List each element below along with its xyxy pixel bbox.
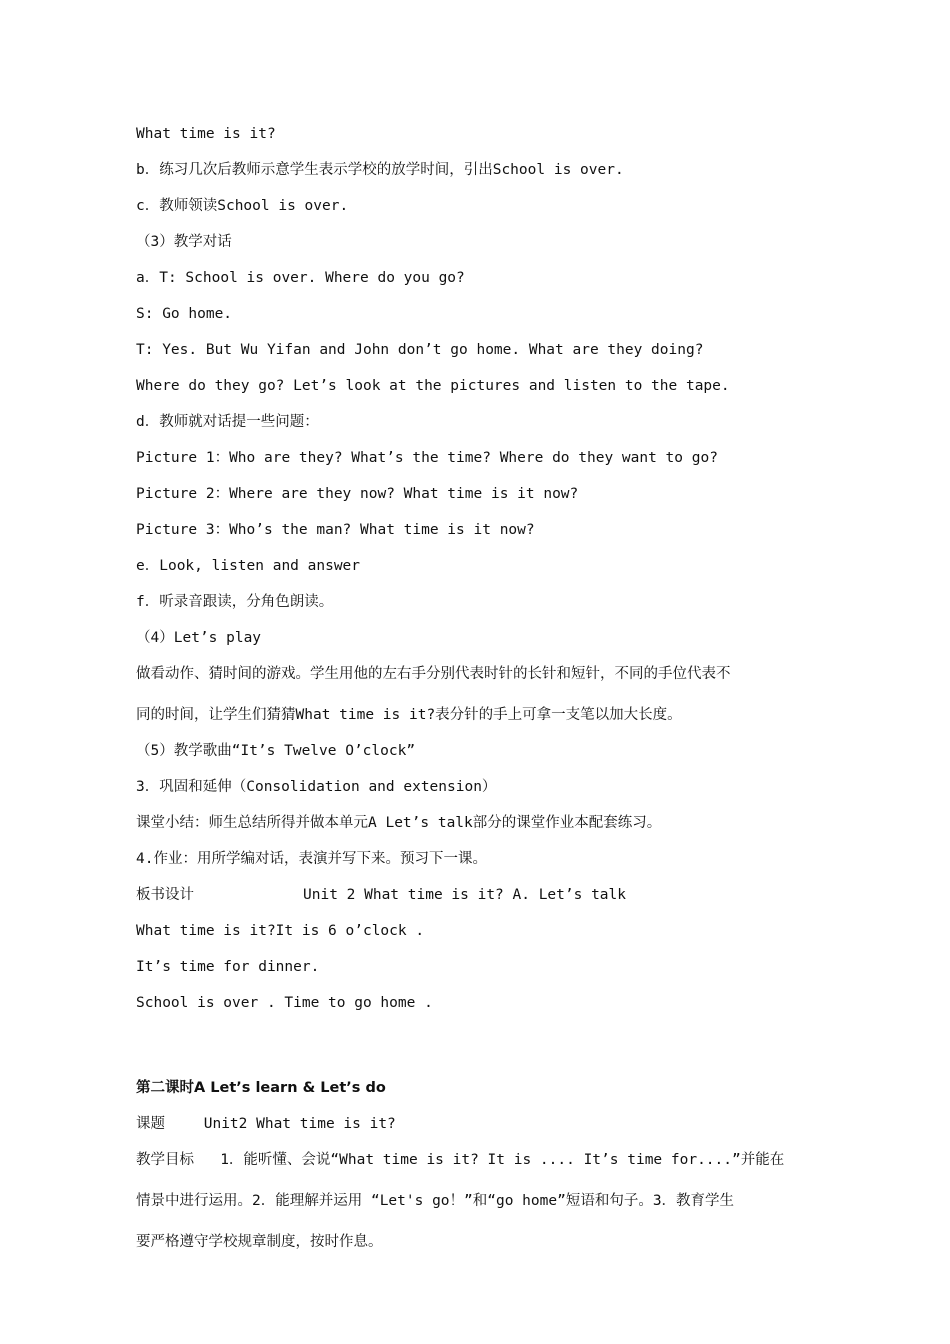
text-line: Where do they go? Let’s look at the pictures and listen to the tape. <box>136 378 730 394</box>
topic-label: 课题 <box>136 1116 165 1132</box>
play-paragraph-line: 做看动作、猜时间的游戏。学生用他的左右手分别代表时针的长针和短针，不同的手位代表不 <box>136 666 731 682</box>
goal-text: 1．能听懂、会说“What time is it? It is .... It’s time for....”并能在 <box>194 1152 785 1168</box>
board-line: It’s time for dinner. <box>136 959 320 975</box>
text-line: S: Go home. <box>136 306 233 322</box>
text-line: T: Yes. But Wu Yifan and John don’t go home. What are they doing? <box>136 342 704 358</box>
lesson-heading: 第二课时A Let’s learn & Let’s do <box>136 1080 386 1096</box>
section-heading: （3）教学对话 <box>136 234 232 250</box>
text-line: a．T: School is over. Where do you go? <box>136 270 465 286</box>
board-design-title: Unit 2 What time is it? A. Let’s talk <box>303 887 627 903</box>
text-line: 3．巩固和延伸（Consolidation and extension） <box>136 779 497 795</box>
topic-row <box>136 1114 841 1134</box>
text-line: c．教师领读School is over. <box>136 198 349 214</box>
goal-row <box>136 1150 841 1170</box>
board-line: School is over . Time to go home . <box>136 995 433 1011</box>
goal-label: 教学目标 <box>136 1152 194 1168</box>
text-line: 课堂小结：师生总结所得并做本单元A Let’s talk部分的课堂作业本配套练习。 <box>136 815 662 831</box>
text-line: 4.作业：用所学编对话，表演并写下来。预习下一课。 <box>136 851 487 867</box>
play-paragraph-line: 同的时间，让学生们猜猜What time is it?表分针的手上可拿一支笔以加大长度。 <box>136 707 682 723</box>
board-design-label: 板书设计 <box>136 887 194 903</box>
text-line: b．练习几次后教师示意学生表示学校的放学时间，引出School is over. <box>136 162 624 178</box>
text-line: Picture 1：Who are they? What’s the time? Where do they want to go? <box>136 450 718 466</box>
text-line: Picture 2：Where are they now? What time is it now? <box>136 486 579 502</box>
section-heading: （5）教学歌曲“It’s Twelve O’clock” <box>136 743 416 759</box>
goal-text-line: 要严格遵守学校规章制度，按时作息。 <box>136 1234 383 1250</box>
text-line: e．Look, listen and answer <box>136 558 361 574</box>
text-line: f．听录音跟读，分角色朗读。 <box>136 594 334 610</box>
topic-value: Unit2 What time is it? <box>203 1116 396 1132</box>
board-line: What time is it?It is 6 o’clock . <box>136 923 425 939</box>
text-line: d．教师就对话提一些问题： <box>136 414 319 430</box>
board-design-row <box>136 885 841 905</box>
text-line: What time is it? <box>136 126 276 142</box>
section-heading: （4）Let’s play <box>136 630 262 646</box>
goal-text-line: 情景中进行运用。2．能理解并运用 “Let's go！”和“go home”短语和句子。3．教育学生 <box>136 1193 735 1209</box>
text-line: Picture 3：Who’s the man? What time is it now? <box>136 522 535 538</box>
